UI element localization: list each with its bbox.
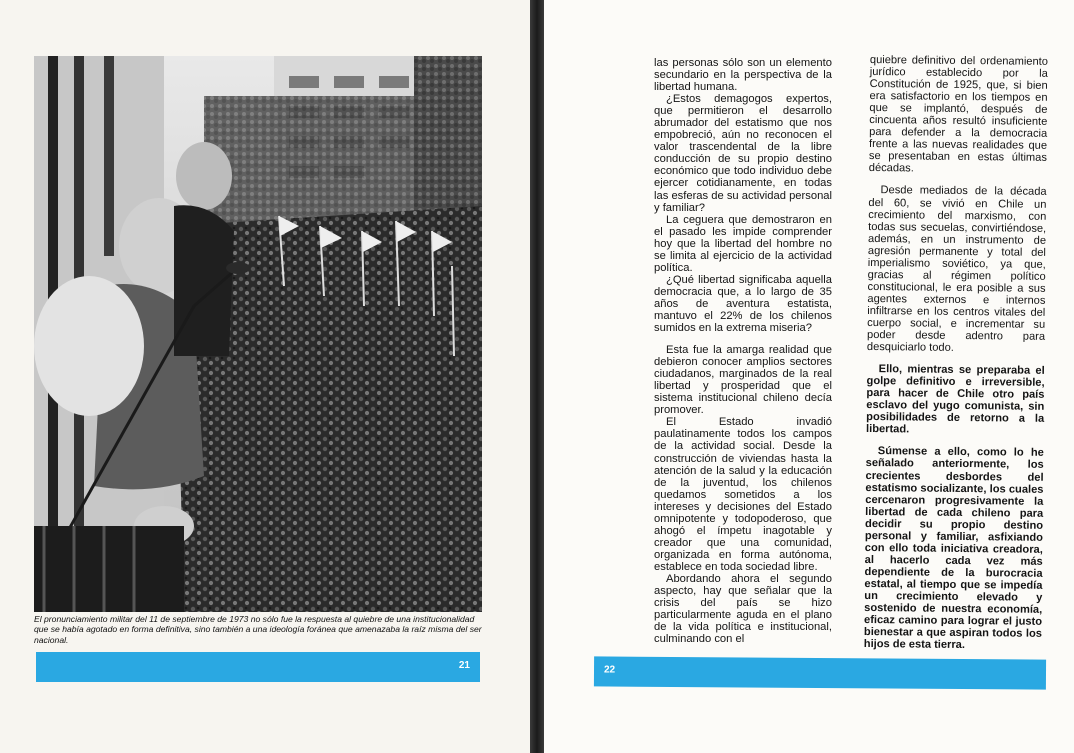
paragraph: La ceguera que demostraron en el pasado les impide comprender hoy que la libertad del hombre no se limita al ejercicio de la actividad política. — [654, 213, 832, 274]
text-column-1 — [654, 57, 832, 645]
paragraph: El Estado invadió paulatinamente todos los campos de la actividad social. Desde la construcción de viviendas hasta la atención de la salud y la educación de la juventud, los chilenos quedamos sometidos a los intereses y decisiones del Estado omnipotente y todopoderoso, que ahogó el ímpetu inagotable y creador que una comunidad, organizada en forma autónoma, establece en toda sociedad libre. — [654, 416, 832, 573]
photo-caption: El pronunciamiento militar del 11 de septiembre de 1973 no sólo fue la respuesta al quiebre de una institucionalidad que se había agotado en forma definitiva, sino también a una ideología foránea que amenazaba la raíz misma del ser nacional. — [34, 614, 482, 645]
page-number: 22 — [603, 664, 616, 676]
paragraph: quiebre definitivo del ordenamiento jurídico establecido por la Constitución de 1925, que, si bien era satisfactorio en los tiempos en que se implantó, después de cincuenta años resultó insuficiente para defender a la democracia frente a las nuevas realidades que se presentaban en estas últimas décadas. — [868, 54, 1048, 175]
paragraph: Súmense a ello, como lo he señalado anteriormente, los crecientes desbordes del estatismo socializante, los cuales cercenaron progresivamente la libertad de cada chileno para decidir su propio destino personal y familiar, asfixiando con ello toda iniciativa creadora, al hacerlo cada vez más dependiente de la burocracia estatal, al tiempo que se impedía un crecimiento elevado y sostenido de nuestra economía, eficaz camino para lograr el justo bienestar a que aspiran todos los hijos de esta tierra. — [863, 445, 1044, 652]
paragraph: las personas sólo son un elemento secundario en la perspectiva de la libertad humana. — [654, 57, 832, 94]
paragraph: ¿Estos demagogos expertos, que permitieron el desarrollo abrumador del estatismo que nos empobreció, aún no reconocen el valor trascendental de la libre conducción de su propio destino económico que todo individuo debe ejercer cotidianamente, en todas las esferas de su actividad personal y familiar? — [654, 93, 832, 214]
paragraph: Esta fue la amarga realidad que debieron conocer amplios sectores ciudadanos, marginados de la real libertad y prosperidad que el sistema institucional chileno decía promover. — [654, 344, 832, 417]
left-page — [0, 0, 530, 753]
page-footer-band — [36, 652, 480, 682]
paragraph: Desde mediados de la década del 60, se vivió en Chile un crecimiento del marxismo, con todas sus secuelas, convirtiéndose, además, en un instrumento de agresión permanente y total del imperialismo soviético, ya que, gracias al régimen político constitucional, le era posible a sus agentes externos e internos infiltrarse en los centros vitales del cuerpo social, e incrementar su poder desde adentro para desquiciarlo todo. — [866, 184, 1047, 354]
page-footer-band — [594, 656, 1046, 689]
balcony-crowd-photo — [34, 56, 482, 612]
book-gutter — [530, 0, 544, 753]
paragraph: Ello, mientras se preparaba el golpe definitivo e irreversible, para hacer de Chile otro país esclavo del yugo comunista, sin posibilidades de retorno a la libertad. — [866, 363, 1045, 436]
text-column-2 — [863, 54, 1048, 686]
paragraph: Abordando ahora el segundo aspecto, hay que señalar que la crisis del país se hizo particularmente aguda en el plano de la vida política e institucional, culminando con el — [654, 572, 832, 646]
paragraph: ¿Qué libertad significaba aquella democracia que, a lo largo de 35 años de aventura estatista, mantuvo el 22% de los chilenos sumidos en la extrema miseria? — [654, 273, 832, 335]
page-number: 21 — [458, 660, 470, 671]
